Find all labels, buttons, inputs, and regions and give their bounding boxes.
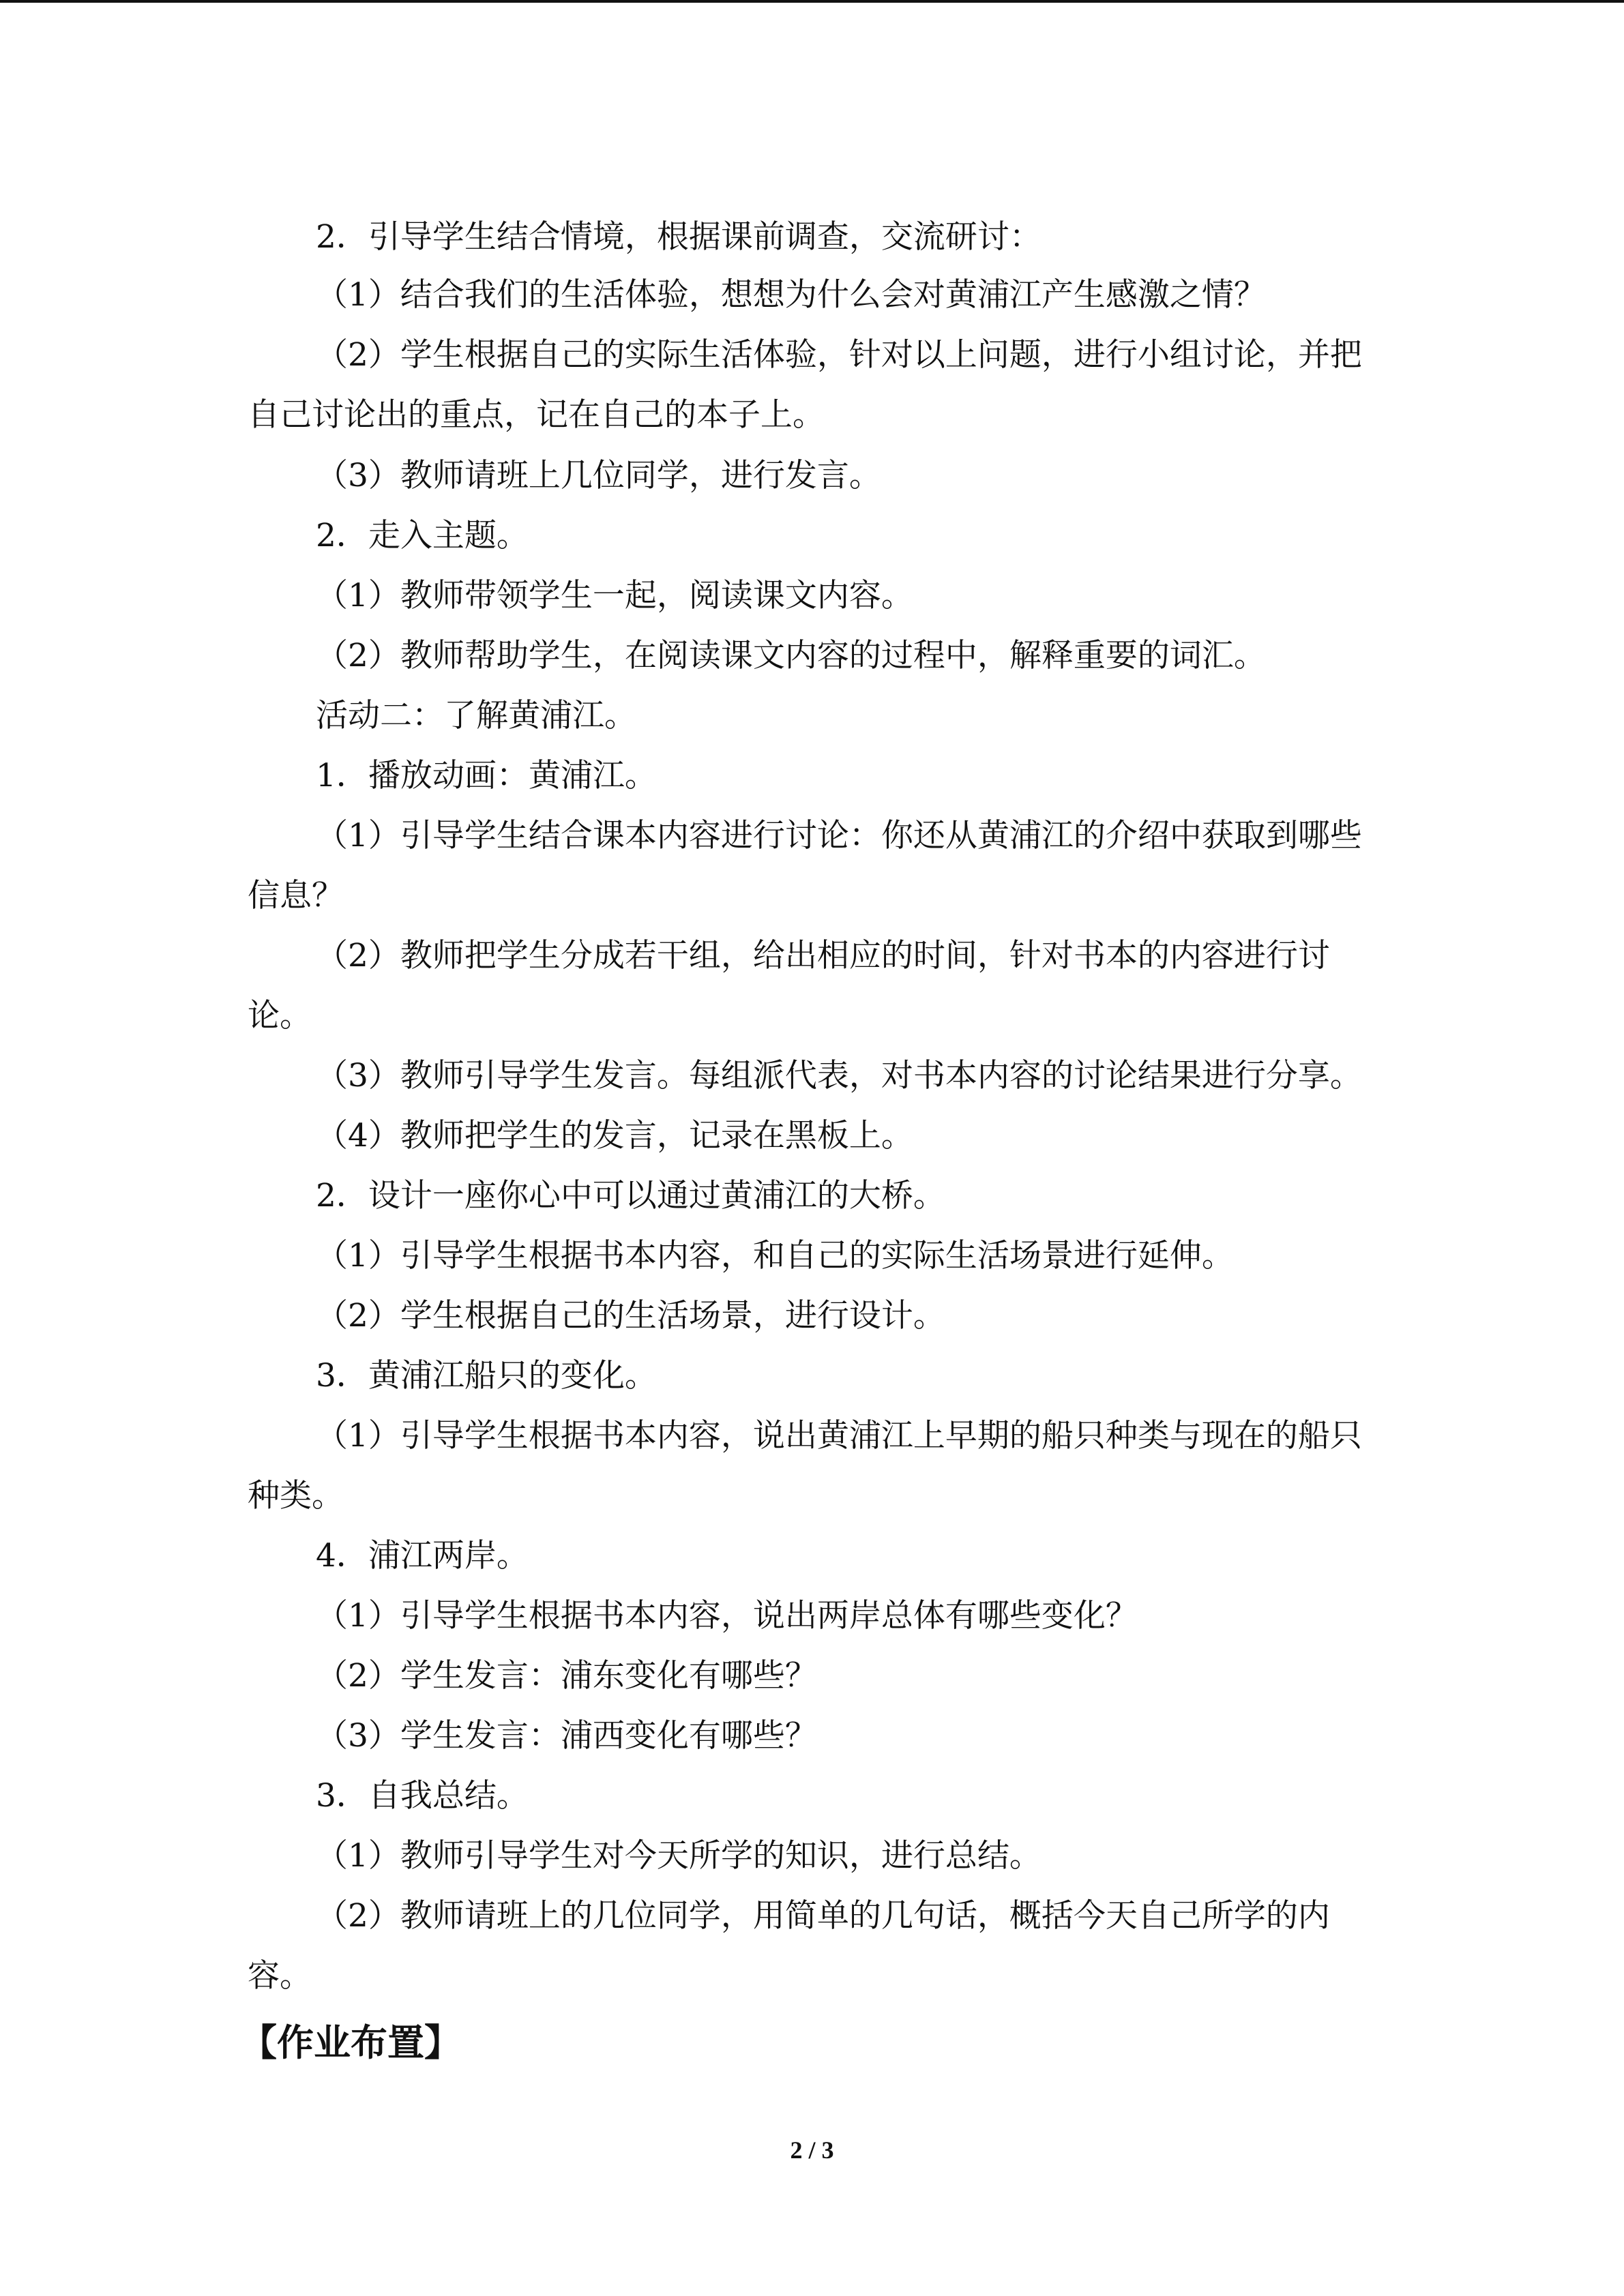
- text-line: （2）教师把学生分成若干组，给出相应的时间，针对书本的内容进行讨: [316, 937, 1330, 974]
- text-line: （2）学生根据自己的生活场景，进行设计。: [316, 1297, 945, 1335]
- text-line: （1）结合我们的生活体验，想想为什么会对黄浦江产生感激之情？: [316, 276, 1266, 314]
- text-line: 2．设计一座你心中可以通过黄浦江的大桥。: [316, 1177, 945, 1214]
- page-top-border: [0, 0, 1624, 3]
- text-line: （2）教师请班上的几位同学，用简单的几句话，概括今天自己所学的内: [316, 1897, 1330, 1935]
- text-line: （3）教师请班上几位同学，进行发言。: [316, 457, 881, 494]
- text-line: （2）学生根据自己的实际生活体验，针对以上问题，进行小组讨论，并把: [316, 336, 1362, 374]
- text-line: 活动二：了解黄浦江。: [316, 697, 636, 734]
- text-line: （1）引导学生结合课本内容进行讨论：你还从黄浦江的介绍中获取到哪些: [316, 817, 1362, 854]
- section-heading: 【作业布置】: [240, 2021, 461, 2064]
- text-line: 2．走入主题。: [316, 517, 529, 554]
- text-line: 3．自我总结。: [316, 1777, 529, 1815]
- page-number: 2 / 3: [790, 2136, 834, 2164]
- text-line: 信息？: [248, 877, 344, 914]
- text-line: 2．引导学生结合情境，根据课前调查，交流研讨：: [316, 218, 1042, 256]
- text-line: 种类。: [248, 1477, 344, 1515]
- text-line: （1）引导学生根据书本内容，说出黄浦江上早期的船只种类与现在的船只: [316, 1417, 1362, 1455]
- text-line: （1）教师引导学生对今天所学的知识，进行总结。: [316, 1837, 1042, 1875]
- text-line: 4．浦江两岸。: [316, 1537, 529, 1575]
- text-line: （1）教师带领学生一起，阅读课文内容。: [316, 577, 913, 614]
- text-line: 3．黄浦江船只的变化。: [316, 1357, 657, 1395]
- text-line: （1）引导学生根据书本内容，和自己的实际生活场景进行延伸。: [316, 1237, 1234, 1274]
- text-line: （3）学生发言：浦西变化有哪些？: [316, 1717, 817, 1755]
- text-line: （2）教师帮助学生，在阅读课文内容的过程中，解释重要的词汇。: [316, 637, 1266, 674]
- text-line: （1）引导学生根据书本内容，说出两岸总体有哪些变化？: [316, 1597, 1138, 1635]
- text-line: 自己讨论出的重点，记在自己的本子上。: [248, 396, 825, 434]
- text-line: 容。: [248, 1957, 312, 1995]
- text-line: 论。: [248, 997, 312, 1034]
- text-line: （4）教师把学生的发言，记录在黑板上。: [316, 1117, 913, 1154]
- text-line: 1．播放动画：黄浦江。: [316, 757, 657, 794]
- text-line: （2）学生发言：浦东变化有哪些？: [316, 1657, 817, 1695]
- text-line: （3）教师引导学生发言。每组派代表，对书本内容的讨论结果进行分享。: [316, 1057, 1362, 1094]
